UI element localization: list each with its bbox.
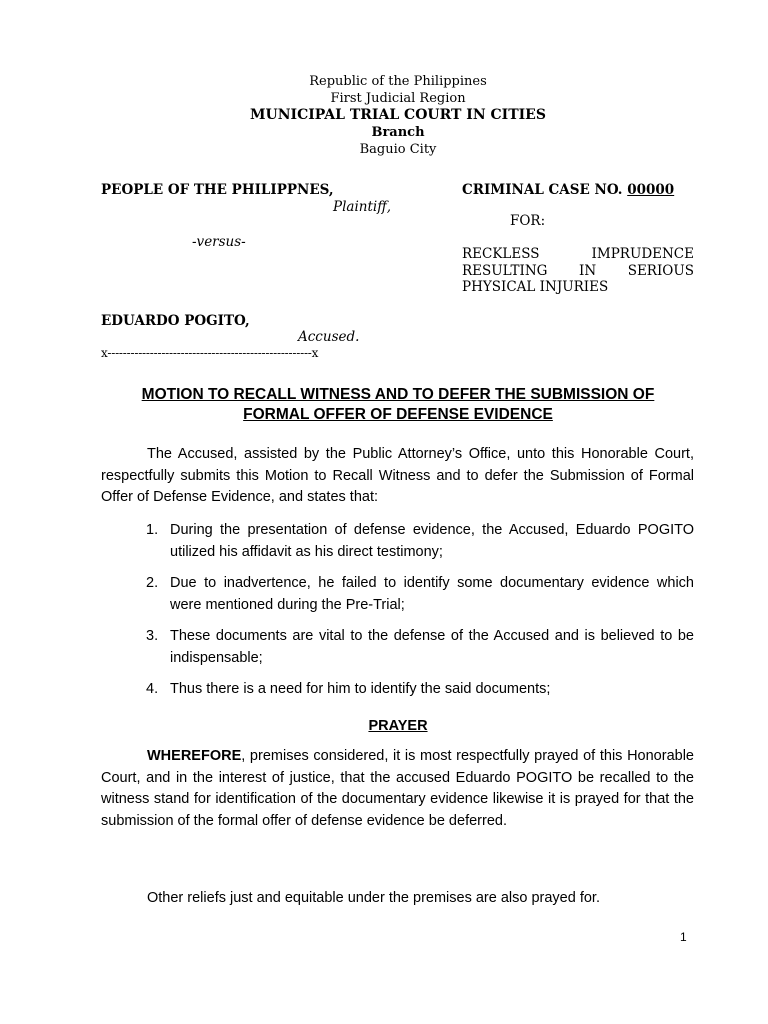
list-item-text: Thus there is a need for him to identify the said documents; (170, 681, 551, 697)
intro-text: The Accused, assisted by the Public Attorney’s Office, unto this Honorable Court, respectfully submits this Motion to Recall Witness and to defer the Submission of Formal Offer of Defense Evidence, and states that: (101, 446, 694, 505)
court-header (0, 73, 768, 158)
list-item (101, 679, 694, 701)
list-item (101, 520, 694, 563)
case-number: 00000 (627, 182, 675, 198)
list-item-number: 3. (146, 628, 159, 644)
republic-line: Republic of the Philippines (309, 74, 487, 89)
case-number-line (462, 182, 674, 199)
city-line: Baguio City (359, 142, 437, 157)
list-item-text: During the presentation of defense evidence, the Accused, Eduardo POGITO utilized his affidavit as his direct testimony; (170, 522, 694, 560)
accused-name: EDUARDO POGITO, (101, 313, 250, 329)
case-nature-line: RESULTING IN SERIOUS (462, 262, 694, 279)
other-reliefs-paragraph (101, 888, 694, 910)
case-nature-line: RECKLESS IMPRUDENCE (462, 246, 694, 262)
region-line: First Judicial Region (330, 91, 466, 106)
caption-divider: x-----------------------------------------------------x (101, 346, 319, 360)
court-name: MUNICIPAL TRIAL COURT IN CITIES (250, 107, 546, 123)
prayer-heading: PRAYER (368, 718, 428, 734)
list-item-text: Due to inadvertence, he failed to identify some documentary evidence which were mentioned during the Pre-Trial; (170, 575, 694, 613)
branch-line: Branch (371, 125, 425, 140)
other-reliefs-text: Other reliefs just and equitable under the premises are also prayed for. (147, 890, 600, 906)
case-nature-line: PHYSICAL INJURIES (462, 279, 609, 295)
list-item (101, 573, 694, 616)
motion-title (100, 385, 696, 425)
page-number: 1 (680, 930, 687, 944)
case-label: CRIMINAL CASE NO. (462, 182, 623, 198)
plaintiff-role: Plaintiff, (333, 199, 392, 215)
motion-title-line: MOTION TO RECALL WITNESS AND TO DEFER THE SUBMISSION OF (141, 386, 655, 403)
list-item-number: 1. (146, 522, 159, 538)
intro-paragraph (101, 444, 694, 509)
list-item (101, 626, 694, 669)
list-item-number: 4. (146, 681, 159, 697)
plaintiff-name: PEOPLE OF THE PHILIPPNES, (101, 182, 334, 198)
accused-role: Accused. (298, 329, 360, 345)
numbered-list (101, 520, 694, 711)
for-label: FOR: (510, 213, 546, 229)
prayer-paragraph (101, 746, 694, 832)
prayer-lead: WHEREFORE (147, 748, 242, 764)
case-nature (462, 246, 694, 296)
list-item-number: 2. (146, 575, 159, 591)
versus-label: -versus- (192, 234, 246, 250)
motion-title-line: FORMAL OFFER OF DEFENSE EVIDENCE (243, 406, 553, 423)
list-item-text: These documents are vital to the defense of the Accused and is believed to be indispensable; (170, 628, 694, 666)
prayer-body: , premises considered, it is most respectfully prayed of this Honorable Court, and in the interest of justice, that the accused Eduardo POGITO be recalled to the witness stand for identification of the documentary evidence likewise it is prayed for that the submission of the formal offer of defense evidence be deferred. (101, 748, 694, 829)
